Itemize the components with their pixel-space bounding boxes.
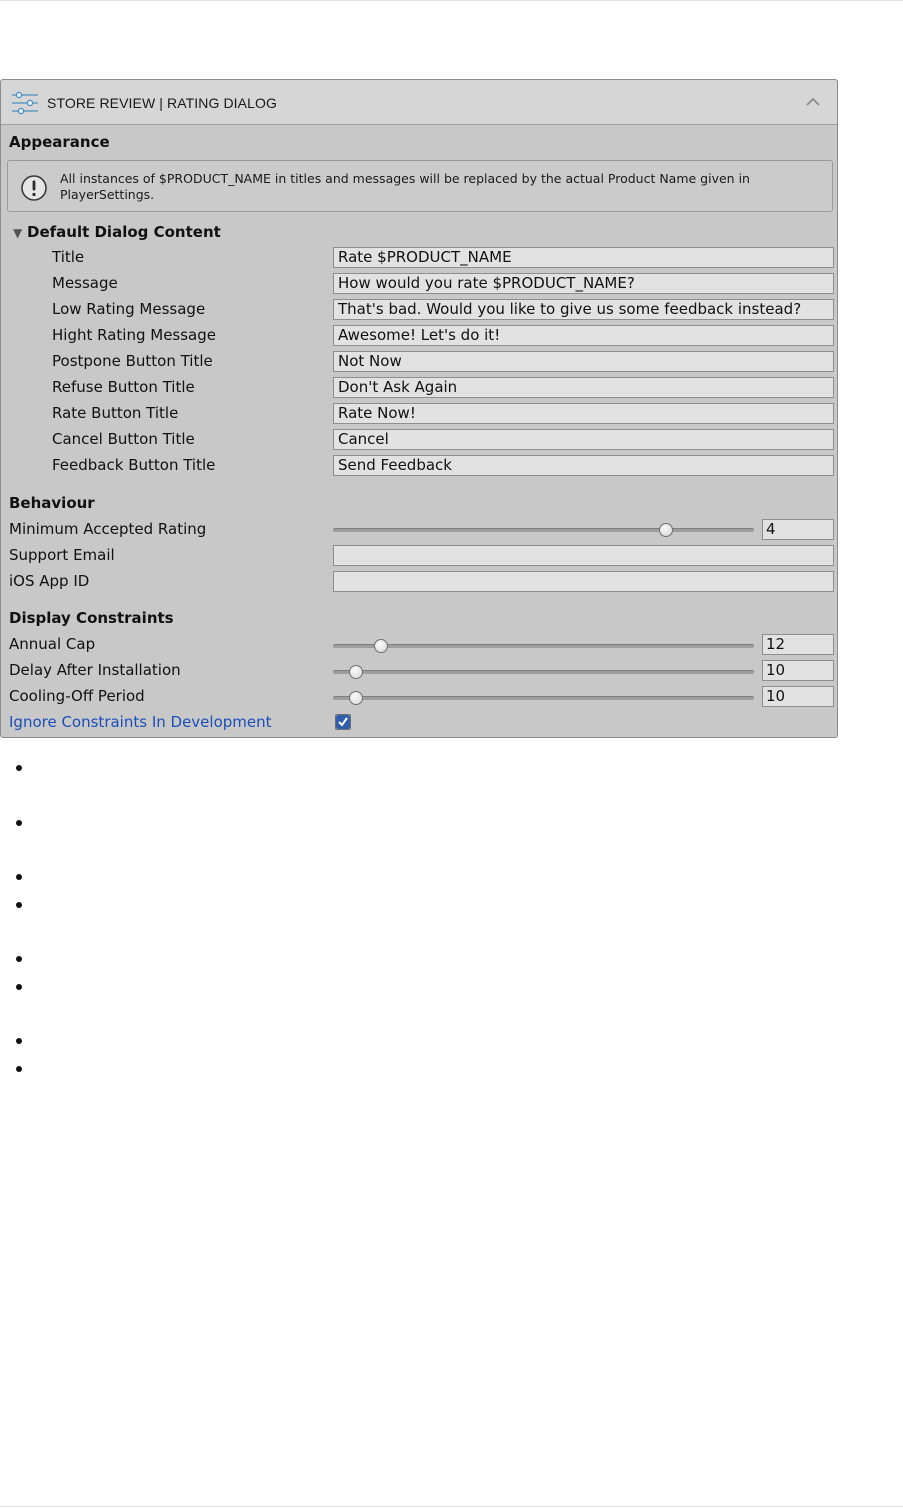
info-helpbox: [7, 160, 833, 212]
bullet-marker: [16, 874, 22, 880]
foldout-arrow-icon: ▼: [13, 226, 23, 240]
cancel-button-title-label: Cancel Button Title: [52, 430, 195, 448]
feedback-button-title-label: Feedback Button Title: [52, 456, 216, 474]
store-review-settings-panel: [0, 79, 838, 738]
refuse-button-title-label: Refuse Button Title: [52, 378, 195, 396]
low-rating-message-field[interactable]: That's bad. Would you like to give us some feedback instead?: [333, 299, 834, 320]
cooling-off-period-label: Cooling-Off Period: [9, 687, 145, 705]
ignore-constraints-checkbox[interactable]: [335, 714, 351, 730]
ios-app-id-field[interactable]: [333, 571, 834, 592]
delay-after-installation-label: Delay After Installation: [9, 661, 181, 679]
postpone-button-title-label: Postpone Button Title: [52, 352, 213, 370]
bullet-marker: [16, 902, 22, 908]
minimum-accepted-rating-label: Minimum Accepted Rating: [9, 520, 207, 538]
delay-after-installation-slider[interactable]: [333, 670, 754, 674]
sliders-settings-icon: [11, 90, 39, 116]
message-field[interactable]: How would you rate $PRODUCT_NAME?: [333, 273, 834, 294]
top-divider: [0, 0, 903, 1]
minimum-accepted-rating-input[interactable]: 4: [762, 519, 834, 540]
chevron-up-icon[interactable]: [803, 94, 823, 110]
rate-button-title-label: Rate Button Title: [52, 404, 179, 422]
cooling-off-period-slider-thumb[interactable]: [349, 691, 363, 705]
low-rating-message-label: Low Rating Message: [52, 300, 206, 318]
cancel-button-title-field[interactable]: Cancel: [333, 429, 834, 450]
refuse-button-title-field[interactable]: Don't Ask Again: [333, 377, 834, 398]
bullet-marker: [16, 1038, 22, 1044]
foldout-label: Default Dialog Content: [27, 223, 221, 241]
postpone-button-title-field[interactable]: Not Now: [333, 351, 834, 372]
bullet-marker: [16, 765, 22, 771]
delay-after-installation-slider-thumb[interactable]: [349, 665, 363, 679]
bottom-divider: [0, 1506, 903, 1507]
feedback-button-title-field[interactable]: Send Feedback: [333, 455, 834, 476]
minimum-accepted-rating-slider[interactable]: [333, 528, 754, 532]
appearance-heading: Appearance: [9, 133, 110, 151]
support-email-label: Support Email: [9, 546, 115, 564]
exclamation-info-icon: [20, 174, 48, 202]
bullet-marker: [16, 984, 22, 990]
help-message: All instances of $PRODUCT_NAME in titles and messages will be replaced by the actual Product Name given in PlayerSettings.: [60, 171, 750, 202]
panel-header[interactable]: [1, 80, 837, 125]
title-label: Title: [52, 248, 85, 266]
display-constraints-heading: Display Constraints: [9, 609, 174, 627]
title-field[interactable]: Rate $PRODUCT_NAME: [333, 247, 834, 268]
support-email-field[interactable]: [333, 545, 834, 566]
bullet-marker: [16, 1066, 22, 1072]
behaviour-heading: Behaviour: [9, 494, 95, 512]
ios-app-id-label: iOS App ID: [9, 572, 90, 590]
minimum-accepted-rating-slider-thumb[interactable]: [659, 523, 673, 537]
rate-button-title-field[interactable]: Rate Now!: [333, 403, 834, 424]
cooling-off-period-input[interactable]: 10: [762, 686, 834, 707]
ignore-constraints-label: Ignore Constraints In Development: [9, 713, 272, 731]
cooling-off-period-slider[interactable]: [333, 696, 754, 700]
annual-cap-label: Annual Cap: [9, 635, 96, 653]
default-dialog-content-foldout[interactable]: [13, 223, 221, 241]
panel-title: STORE REVIEW | RATING DIALOG: [47, 95, 277, 111]
annual-cap-input[interactable]: 12: [762, 634, 834, 655]
annual-cap-slider-thumb[interactable]: [374, 639, 388, 653]
high-rating-message-label: Hight Rating Message: [52, 326, 216, 344]
checkmark-icon: [335, 714, 351, 730]
high-rating-message-field[interactable]: Awesome! Let's do it!: [333, 325, 834, 346]
message-label: Message: [52, 274, 118, 292]
annual-cap-slider[interactable]: [333, 644, 754, 648]
bullet-marker: [16, 956, 22, 962]
bullet-marker: [16, 820, 22, 826]
delay-after-installation-input[interactable]: 10: [762, 660, 834, 681]
